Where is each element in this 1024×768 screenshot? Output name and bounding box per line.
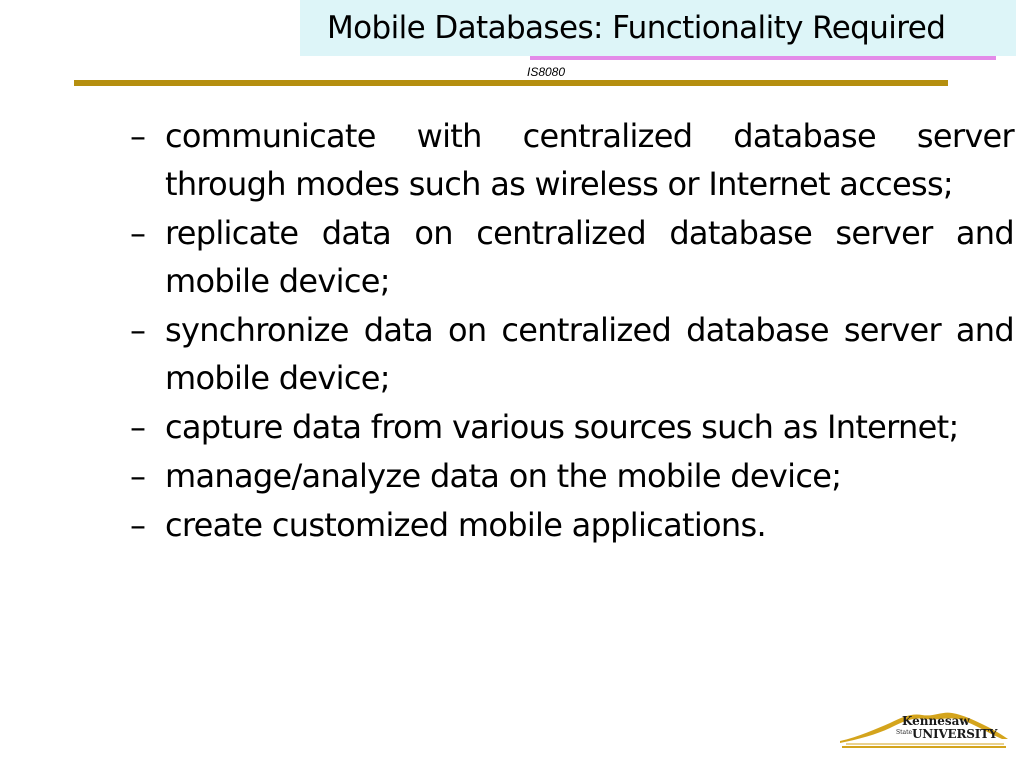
bullet-item (130, 306, 1014, 402)
bullet-dash: – (130, 506, 146, 544)
bullet-item (130, 403, 1014, 451)
logo-text-state: State (896, 729, 913, 736)
bullet-item (130, 112, 1014, 208)
logo-text-university: UNIVERSITY (912, 727, 998, 741)
bullet-text: capture data from various sources such as Internet; (165, 408, 959, 446)
bullet-dash: – (130, 457, 146, 495)
slide-title: Mobile Databases: Functionality Required (327, 10, 946, 46)
bullet-dash: – (130, 408, 146, 446)
bullet-text: create customized mobile applications. (165, 506, 766, 544)
header-rule (74, 80, 948, 86)
bullet-item (130, 501, 1014, 549)
kennesaw-state-university-logo (838, 707, 1010, 753)
bullet-text: communicate with centralized database server through modes such as wireless or Internet access; (165, 117, 1014, 203)
bullet-dash: – (130, 117, 146, 155)
bullet-dash: – (130, 214, 146, 252)
logo-text-kennesaw: Kennesaw (902, 714, 970, 728)
bullet-list (130, 112, 1014, 550)
bullet-item (130, 452, 1014, 500)
bullet-item (130, 209, 1014, 305)
bullet-dash: – (130, 311, 146, 349)
bullet-text: replicate data on centralized database server and mobile device; (165, 214, 1014, 300)
title-accent-line (530, 56, 996, 60)
bullet-text: manage/analyze data on the mobile device; (165, 457, 842, 495)
bullet-text: synchronize data on centralized database server and mobile device; (165, 311, 1014, 397)
course-code: IS8080 (527, 65, 566, 79)
